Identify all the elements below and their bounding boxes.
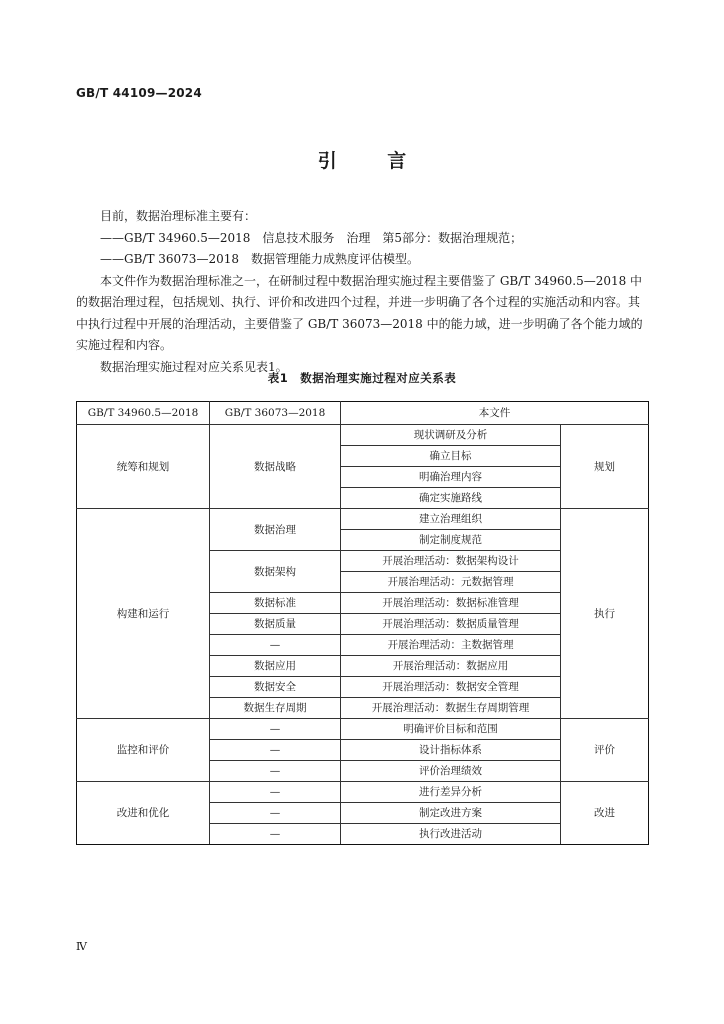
standard-code: GB/T 44109—2024 <box>76 86 202 100</box>
table-header-cell: GB/T 34960.5—2018 <box>77 402 210 425</box>
activity-cell: 开展治理活动：数据应用 <box>341 656 561 677</box>
phase-cell: 规划 <box>561 425 649 509</box>
domain-cell: — <box>210 782 341 803</box>
list-item: ——GB/T 34960.5—2018 信息技术服务 治理 第5部分：数据治理规范； <box>100 230 523 245</box>
paragraph: 目前，数据治理标准主要有： <box>100 209 257 223</box>
table-caption: 表1 数据治理实施过程对应关系表 <box>267 371 457 385</box>
domain-cell: — <box>210 740 341 761</box>
group-cell: 改进和优化 <box>77 782 210 845</box>
domain-cell: 数据治理 <box>210 509 341 551</box>
table-header-cell: 本文件 <box>341 402 649 425</box>
page-number: Ⅳ <box>76 940 87 953</box>
paragraph: 本文件作为数据治理标准之一，在研制过程中数据治理实施过程主要借鉴了 GB/T 34960.5—2018 中的数据治理过程，包括规划、执行、评价和改进四个过程，并进一步明确了各个过程的实施活动和内容。其中执行过程中开展的治理活动，主要借鉴了 GB/T 36073—2018 中的能力域，进一步明确了各个能力域的实施过程和内容。 <box>76 273 643 352</box>
page-title: 引 言 <box>317 150 429 172</box>
phase-cell: 改进 <box>561 782 649 845</box>
activity-cell: 设计指标体系 <box>341 740 561 761</box>
domain-cell: 数据战略 <box>210 425 341 509</box>
activity-cell: 执行改进活动 <box>341 824 561 845</box>
domain-cell: — <box>210 761 341 782</box>
domain-cell: 数据安全 <box>210 677 341 698</box>
activity-cell: 明确治理内容 <box>341 467 561 488</box>
domain-cell: — <box>210 803 341 824</box>
activity-cell: 开展治理活动：主数据管理 <box>341 635 561 656</box>
activity-cell: 明确评价目标和范围 <box>341 719 561 740</box>
group-cell: 监控和评价 <box>77 719 210 782</box>
activity-cell: 开展治理活动：数据安全管理 <box>341 677 561 698</box>
introduction-body <box>76 206 648 378</box>
domain-cell: 数据标准 <box>210 593 341 614</box>
activity-cell: 确定实施路线 <box>341 488 561 509</box>
phase-cell: 执行 <box>561 509 649 719</box>
domain-cell: 数据生存周期 <box>210 698 341 719</box>
activity-cell: 开展治理活动：数据生存周期管理 <box>341 698 561 719</box>
group-cell: 构建和运行 <box>77 509 210 719</box>
table-header-cell: GB/T 36073—2018 <box>210 402 341 425</box>
activity-cell: 现状调研及分析 <box>341 425 561 446</box>
phase-cell: 评价 <box>561 719 649 782</box>
list-item: ——GB/T 36073—2018 数据管理能力成熟度评估模型。 <box>100 252 419 266</box>
activity-cell: 确立目标 <box>341 446 561 467</box>
activity-cell: 进行差异分析 <box>341 782 561 803</box>
activity-cell: 制定改进方案 <box>341 803 561 824</box>
activity-cell: 评价治理绩效 <box>341 761 561 782</box>
group-cell: 统筹和规划 <box>77 425 210 509</box>
activity-cell: 开展治理活动：元数据管理 <box>341 572 561 593</box>
activity-cell: 开展治理活动：数据标准管理 <box>341 593 561 614</box>
domain-cell: 数据质量 <box>210 614 341 635</box>
activity-cell: 制定制度规范 <box>341 530 561 551</box>
activity-cell: 开展治理活动：数据架构设计 <box>341 551 561 572</box>
domain-cell: 数据应用 <box>210 656 341 677</box>
activity-cell: 开展治理活动：数据质量管理 <box>341 614 561 635</box>
domain-cell: — <box>210 719 341 740</box>
domain-cell: — <box>210 824 341 845</box>
domain-cell: 数据架构 <box>210 551 341 593</box>
activity-cell: 建立治理组织 <box>341 509 561 530</box>
paragraph: 数据治理实施过程对应关系见表1。 <box>100 359 288 374</box>
domain-cell: — <box>210 635 341 656</box>
process-mapping-table <box>76 401 649 845</box>
